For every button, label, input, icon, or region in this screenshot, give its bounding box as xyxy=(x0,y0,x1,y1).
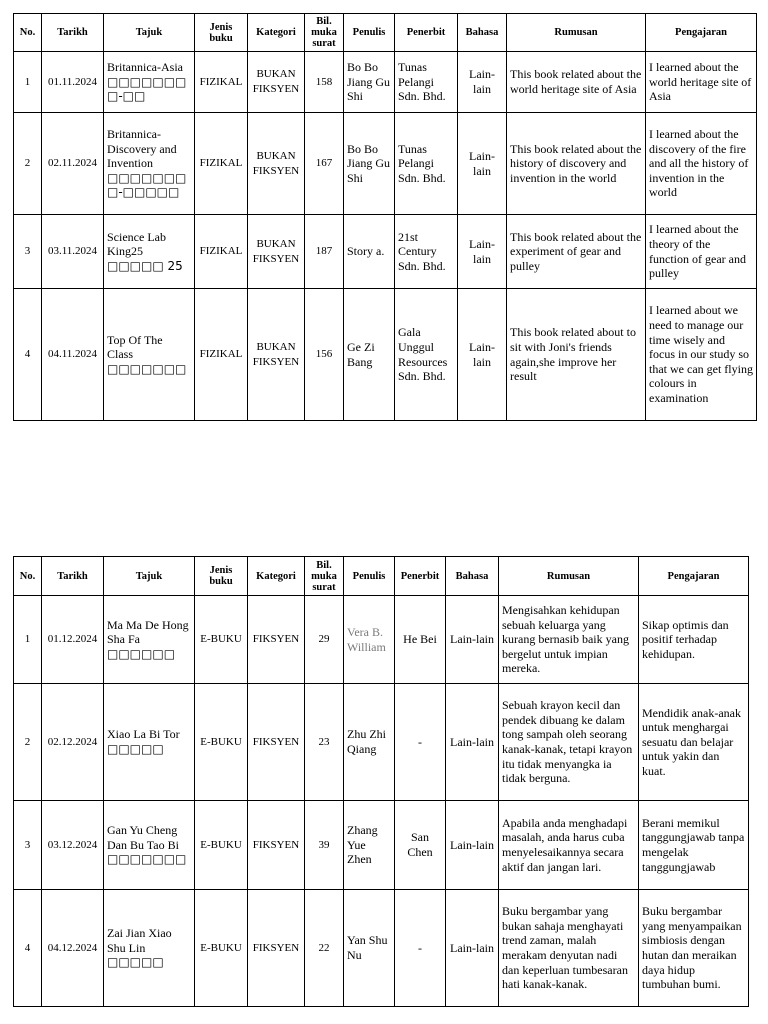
row-date: 01.12.2024 xyxy=(42,596,104,684)
row-author: Bo Bo Jiang Gu Shi xyxy=(344,52,395,113)
title-cjk-text: □□□□□□ xyxy=(107,646,176,661)
row-book-type: E-BUKU xyxy=(195,890,248,1007)
table-row xyxy=(14,596,749,684)
header-author: Penulis xyxy=(344,14,395,52)
row-author: Story a. xyxy=(344,215,395,289)
row-summary: This book related about to sit with Joni's friends again,she improve her result xyxy=(507,289,646,421)
row-publisher: - xyxy=(395,890,446,1007)
header-title: Tajuk xyxy=(104,14,195,52)
row-book-type: E-BUKU xyxy=(195,801,248,890)
row-title xyxy=(104,684,195,801)
row-category: BUKAN FIKSYEN xyxy=(248,52,305,113)
title-text: Science Lab King25 xyxy=(107,229,166,259)
row-pages: 22 xyxy=(305,890,344,1007)
table-row xyxy=(14,801,749,890)
row-category: BUKAN FIKSYEN xyxy=(248,289,305,421)
row-book-type: E-BUKU xyxy=(195,596,248,684)
table-row xyxy=(14,289,757,421)
title-text: Ma Ma De Hong Sha Fa xyxy=(107,617,189,647)
row-language: Lain-lain xyxy=(446,596,499,684)
row-author: Zhu Zhi Qiang xyxy=(344,684,395,801)
header-pages: Bil. muka surat xyxy=(305,14,344,52)
title-cjk-text: □□□□□ xyxy=(107,742,164,756)
title-text: Zai Jian Xiao Shu Lin xyxy=(107,926,172,955)
row-category: BUKAN FIKSYEN xyxy=(248,113,305,215)
header-lesson: Pengajaran xyxy=(639,557,749,596)
title-cjk-text: □□□□□□□□-□□ xyxy=(107,74,187,104)
row-title xyxy=(104,801,195,890)
header-no: No. xyxy=(14,557,42,596)
row-language: Lain-lain xyxy=(458,52,507,113)
row-book-type: FIZIKAL xyxy=(195,113,248,215)
row-title xyxy=(104,215,195,289)
header-language: Bahasa xyxy=(458,14,507,52)
row-publisher: Tunas Pelangi Sdn. Bhd. xyxy=(395,113,458,215)
row-lesson: Mendidik anak-anak untuk menghargai sesuatu dan belajar untuk yakin dan kuat. xyxy=(639,684,749,801)
title-text: Britannica-Asia xyxy=(107,60,183,75)
table-header-row xyxy=(14,557,749,596)
row-category: FIKSYEN xyxy=(248,890,305,1007)
row-author: Zhang Yue Zhen xyxy=(344,801,395,890)
row-date: 04.11.2024 xyxy=(42,289,104,421)
row-category: BUKAN FIKSYEN xyxy=(248,215,305,289)
row-publisher: Tunas Pelangi Sdn. Bhd. xyxy=(395,52,458,113)
row-author: Ge Zi Bang xyxy=(344,289,395,421)
row-author: Bo Bo Jiang Gu Shi xyxy=(344,113,395,215)
title-cjk-text: □□□□□□□ xyxy=(107,361,187,376)
row-title xyxy=(104,113,195,215)
header-pages: Bil. muka surat xyxy=(305,557,344,596)
table-row xyxy=(14,113,757,215)
title-text: Xiao La Bi Tor xyxy=(107,727,180,742)
row-author: Yan Shu Nu xyxy=(344,890,395,1007)
table-row xyxy=(14,52,757,113)
row-language: Lain-lain xyxy=(458,113,507,215)
row-pages: 29 xyxy=(305,596,344,684)
row-language: Lain-lain xyxy=(446,890,499,1007)
row-lesson: I learned about the world heritage site of Asia xyxy=(646,52,757,113)
row-summary: This book related about the history of discovery and invention in the world xyxy=(507,113,646,215)
row-lesson: Buku bergambar yang menyampaikan simbiosis dengan hutan dan meraikan daya hidup tumbuhan bumi. xyxy=(639,890,749,1007)
header-category: Kategori xyxy=(248,14,305,52)
title-cjk-text: □□□□□ xyxy=(107,955,164,970)
row-book-type: FIZIKAL xyxy=(195,289,248,421)
reading-log-table-december xyxy=(13,556,749,1007)
row-summary: Apabila anda menghadapi masalah, anda harus cuba menyelesaikannya secara aktif dan jangan lari. xyxy=(499,801,639,890)
row-number: 4 xyxy=(14,289,42,421)
title-text: Top Of The Class xyxy=(107,332,163,362)
row-language: Lain-lain xyxy=(458,215,507,289)
row-title xyxy=(104,596,195,684)
header-date: Tarikh xyxy=(42,557,104,596)
table-header-row xyxy=(14,14,757,52)
row-summary: Mengisahkan kehidupan sebuah keluarga yang kurang bernasib baik yang bergelut untuk impian mereka. xyxy=(499,596,639,684)
row-pages: 167 xyxy=(305,113,344,215)
row-title xyxy=(104,890,195,1007)
row-pages: 23 xyxy=(305,684,344,801)
row-publisher: 21st Century Sdn. Bhd. xyxy=(395,215,458,289)
row-title xyxy=(104,52,195,113)
header-summary: Rumusan xyxy=(507,14,646,52)
row-summary: This book related about the world heritage site of Asia xyxy=(507,52,646,113)
row-number: 1 xyxy=(14,52,42,113)
row-publisher: He Bei xyxy=(395,596,446,684)
row-language: Lain-lain xyxy=(458,289,507,421)
row-lesson: Sikap optimis dan positif terhadap kehidupan. xyxy=(639,596,749,684)
header-title: Tajuk xyxy=(104,557,195,596)
row-date: 02.12.2024 xyxy=(42,684,104,801)
row-book-type: FIZIKAL xyxy=(195,215,248,289)
row-summary: This book related about the experiment of gear and pulley xyxy=(507,215,646,289)
row-title xyxy=(104,289,195,421)
header-summary: Rumusan xyxy=(499,557,639,596)
row-book-type: FIZIKAL xyxy=(195,52,248,113)
row-number: 2 xyxy=(14,113,42,215)
row-publisher: - xyxy=(395,684,446,801)
row-date: 02.11.2024 xyxy=(42,113,104,215)
row-book-type: E-BUKU xyxy=(195,684,248,801)
header-book-type: Jenis buku xyxy=(195,14,248,52)
title-text: Britannica-Discovery and Invention xyxy=(107,127,177,171)
table-row xyxy=(14,890,749,1007)
row-number: 4 xyxy=(14,890,42,1007)
row-category: FIKSYEN xyxy=(248,596,305,684)
header-language: Bahasa xyxy=(446,557,499,596)
row-lesson: I learned about the theory of the function of gear and pulley xyxy=(646,215,757,289)
row-number: 3 xyxy=(14,215,42,289)
header-lesson: Pengajaran xyxy=(646,14,757,52)
row-date: 01.11.2024 xyxy=(42,52,104,113)
row-date: 04.12.2024 xyxy=(42,890,104,1007)
header-no: No. xyxy=(14,14,42,52)
row-category: FIKSYEN xyxy=(248,684,305,801)
row-category: FIKSYEN xyxy=(248,801,305,890)
header-category: Kategori xyxy=(248,557,305,596)
row-lesson: I learned about we need to manage our time wisely and focus in our study so that we can get flying colours in examination xyxy=(646,289,757,421)
table-row xyxy=(14,215,757,289)
row-date: 03.12.2024 xyxy=(42,801,104,890)
row-summary: Buku bergambar yang bukan sahaja menghayati trend zaman, malah merakam denyutan nadi dan keperluan tumbesaran hati kanak-kanak. xyxy=(499,890,639,1007)
title-cjk-text: □□□□□□□□-□□□□□ xyxy=(107,170,187,200)
row-pages: 158 xyxy=(305,52,344,113)
row-number: 3 xyxy=(14,801,42,890)
title-cjk-text: □□□□□ 25 xyxy=(107,258,183,273)
header-date: Tarikh xyxy=(42,14,104,52)
row-number: 1 xyxy=(14,596,42,684)
title-text: Gan Yu Cheng Dan Bu Tao Bi xyxy=(107,823,179,852)
row-date: 03.11.2024 xyxy=(42,215,104,289)
header-book-type: Jenis buku xyxy=(195,557,248,596)
row-lesson: I learned about the discovery of the fire and all the history of invention in the world xyxy=(646,113,757,215)
reading-log-table-november xyxy=(13,13,757,421)
row-language: Lain-lain xyxy=(446,801,499,890)
row-number: 2 xyxy=(14,684,42,801)
row-pages: 39 xyxy=(305,801,344,890)
table-row xyxy=(14,684,749,801)
header-author: Penulis xyxy=(344,557,395,596)
row-author: Vera B. William xyxy=(344,596,395,684)
title-cjk-text: □□□□□□□ xyxy=(107,852,187,867)
row-pages: 156 xyxy=(305,289,344,421)
row-pages: 187 xyxy=(305,215,344,289)
row-summary: Sebuah krayon kecil dan pendek dibuang ke dalam tong sampah oleh seorang kanak-kanak, tetapi krayon itu tidak menyangka ia tidak berguna. xyxy=(499,684,639,801)
header-publisher: Penerbit xyxy=(395,557,446,596)
row-publisher: Gala Unggul Resources Sdn. Bhd. xyxy=(395,289,458,421)
row-lesson: Berani memikul tanggungjawab tanpa mengelak tanggungjawab xyxy=(639,801,749,890)
header-publisher: Penerbit xyxy=(395,14,458,52)
row-publisher: San Chen xyxy=(395,801,446,890)
row-language: Lain-lain xyxy=(446,684,499,801)
